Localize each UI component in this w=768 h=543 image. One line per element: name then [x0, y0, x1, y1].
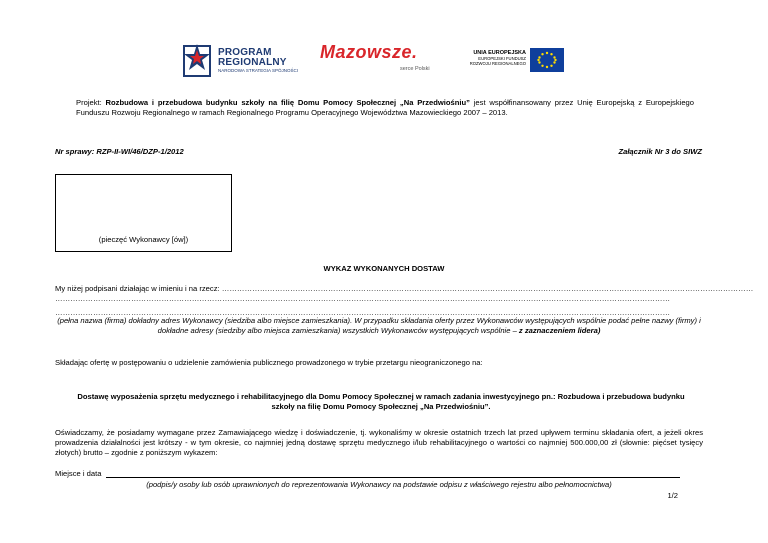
logo-program-regionalny [180, 42, 310, 82]
page-heading: WYKAZ WYKONANYCH DOSTAW [323, 264, 445, 273]
place-date-line[interactable] [106, 477, 680, 478]
eu-line3: ROZWOJU REGIONALNEGO [469, 61, 526, 66]
offer-intro: Składając ofertę w postępowaniu o udzielenie zamówienia publicznego prowadzonego w trybie przetargu nieograniczonego na: [55, 358, 483, 367]
dotted-line-1: ……………………………………………………………………………………………………………………………………………………………………………………………………………………… [55, 294, 671, 303]
mazowsze-wordmark: Mazowsze. [320, 42, 418, 62]
order-subject: Dostawę wyposażenia sprzętu medycznego i rehabilitacyjnego dla Domu Pomocy Społecznej w ramach zadania inwestycyjnego pn.: Rozbudowa i przebudowa budynku szkoły na filię Domu Pomocy Społecznej „Na Przedwiośniu”. [77, 392, 685, 411]
stamp-box [55, 174, 232, 252]
undersigned-label: My niżej podpisani działając w imieniu i na rzecz: [55, 284, 222, 293]
signature-note: (podpis/y osoby lub osób uprawnionych do reprezentowania Wykonawcy na podstawie odpisu z właściwego rejestru albo pełnomocnictwa) [146, 480, 612, 489]
project-paragraph [76, 98, 694, 118]
place-date-label: Miejsce i data [55, 469, 102, 478]
nss-star-icon [180, 42, 216, 80]
logo-unia-europejska [458, 46, 568, 76]
program-line2: REGIONALNY [218, 57, 287, 68]
program-sub: NARODOWA STRATEGIA SPÓJNOŚCI [218, 68, 299, 73]
fill-dots: ………………………………………………………………………………………………………………………………………………………………………………………… [221, 284, 754, 293]
firm-note-text: (pełna nazwa (firma) dokładny adres Wykonawcy (siedziba albo miejsce zamieszkania). W przypadku składania oferty przez Wykonawców występujących wspólnie podać pełne nazwy (firmy) i dokładne adresy (siedziby albo miejsca zamieszkania) wszystkich Wykonawców występujących wspólnie – [57, 316, 701, 335]
attachment-label: Załącznik Nr 3 do SIWZ [618, 147, 702, 156]
eu-line2: EUROPEJSKI FUNDUSZ [478, 56, 526, 61]
case-number: Nr sprawy: RZP-II-WI/46/DZP-1/2012 [55, 147, 184, 156]
logo-mazowsze [320, 42, 445, 80]
firm-note-bold: z zaznaczeniem lidera) [518, 326, 601, 335]
eu-flag-icon [530, 48, 564, 72]
undersigned-line [55, 284, 754, 294]
dotted-line-2: ……………………………………………………………………………………………………………………………………………………………………………………………………………………… [55, 308, 671, 317]
project-prefix: Projekt: [76, 98, 106, 107]
program-line1: PROGRAM [218, 47, 272, 58]
project-title: Rozbudowa i przebudowa budynku szkoły na filię Domu Pomocy Społecznej „Na Przedwiośniu” [105, 98, 470, 107]
declaration-paragraph: Oświadczamy, że posiadamy wymagane przez Zamawiającego wiedzę i doświadczenie, tj. wykonaliśmy w okresie ostatnich trzech lat przed upływem terminu składania ofert, a jeżeli okres prowadzenia działalności jest krótszy - w tym okresie, co najmniej jedną dostawę sprzętu medycznego i/lub rehabilitacyjnego o wartości co najmniej 500.000,00 zł (słownie: pięćset tysięcy złotych) brutto – zgodnie z poniższym wykazem: [55, 428, 703, 457]
mazowsze-tagline: serce Polski [400, 66, 430, 72]
firm-note [55, 316, 703, 336]
eu-line1: UNIA EUROPEJSKA [473, 50, 526, 56]
page-number: 1/2 [667, 491, 678, 500]
project-suffix: jest współfinansowany przez Unię Europejską z Europejskiego Funduszu Rozwoju Regionalnego w ramach Regionalnego Programu Operacyjnego Województwa Mazowieckiego 2007 – 2013. [76, 98, 694, 117]
stamp-label: (pieczęć Wykonawcy [ów]) [98, 235, 189, 244]
